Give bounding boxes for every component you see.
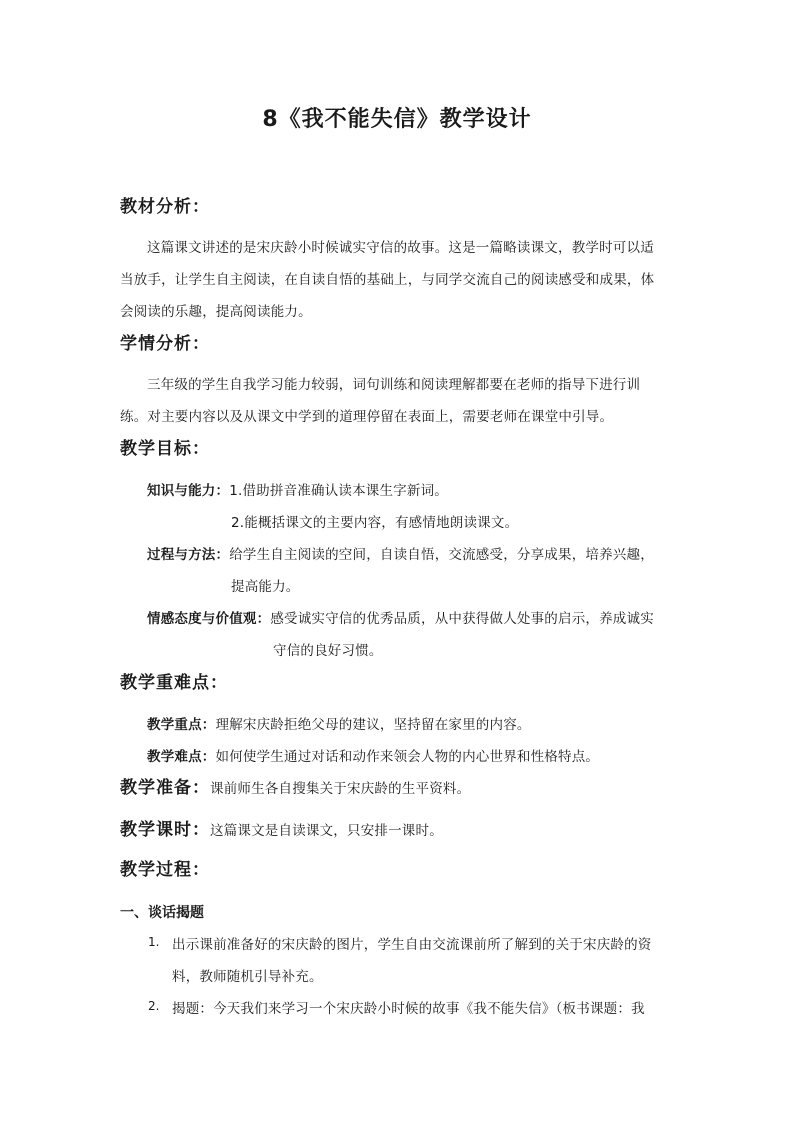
hours-text: 这篇课文是自读课文，只安排一课时。 xyxy=(210,823,443,839)
section-heading-process: 教学过程： xyxy=(120,860,210,880)
difficulty-row xyxy=(147,745,599,765)
goal-emotion-2: 守信的良好习惯。 xyxy=(273,643,383,659)
material-line-1: 这篇课文讲述的是宋庆龄小时候诚实守信的故事。这是一篇略读课文，教学时可以适 xyxy=(147,240,654,256)
section-heading-hours: 教学课时： xyxy=(120,820,210,840)
goal-knowledge-label: 知识与能力： xyxy=(147,483,230,499)
material-line-2: 当放手，让学生自主阅读，在自读自悟的基础上，与同学交流自己的阅读感受和成果，体 xyxy=(120,272,655,288)
difficulty-label: 教学难点： xyxy=(147,749,216,765)
material-line-3: 会阅读的乐趣，提高阅读能力。 xyxy=(120,304,312,320)
students-line-1: 三年级的学生自我学习能力较弱，词句训练和阅读理解都要在老师的指导下进行训 xyxy=(147,377,641,393)
hours-row xyxy=(120,815,443,840)
goal-emotion-label: 情感态度与价值观： xyxy=(147,611,271,627)
difficulty-text: 如何使学生通过对话和动作来领会人物的内心世界和性格特点。 xyxy=(215,749,600,765)
prep-text: 课前师生各自搜集关于宋庆龄的生平资料。 xyxy=(210,781,471,797)
prep-row xyxy=(120,773,470,798)
goal-process-1: 给学生自主阅读的空间，自读自悟，交流感受，分享成果，培养兴趣， xyxy=(229,547,654,563)
section-heading-goals: 教学目标： xyxy=(120,439,210,459)
process-item-1-line-1: 出示课前准备好的宋庆龄的图片，学生自由交流课前所了解到的关于宋庆龄的资 xyxy=(172,937,652,953)
document-title: 8《我不能失信》教学设计 xyxy=(262,107,532,132)
process-step-title: 一、谈话揭题 xyxy=(120,905,204,921)
keypoint-row xyxy=(147,713,531,733)
process-item-2-number: 2. xyxy=(148,999,160,1013)
process-item-1-number: 1. xyxy=(148,935,160,949)
goal-process-label: 过程与方法： xyxy=(147,547,230,563)
goal-process-row xyxy=(147,543,654,563)
section-heading-material: 教材分析： xyxy=(120,197,210,217)
section-heading-students: 学情分析： xyxy=(120,334,210,354)
section-heading-prep: 教学准备： xyxy=(120,778,210,798)
section-heading-keypoints: 教学重难点： xyxy=(120,673,228,693)
goal-knowledge-row xyxy=(147,479,448,499)
goal-emotion-row xyxy=(147,607,654,627)
goal-process-2: 提高能力。 xyxy=(231,579,300,595)
process-item-1-line-2: 料，教师随机引导补充。 xyxy=(172,969,323,985)
goal-knowledge-1: 1.借助拼音准确认读本课生字新词。 xyxy=(229,483,448,499)
process-item-2-line-1: 揭题：今天我们来学习一个宋庆龄小时候的故事《我不能失信》（板书课题：我 xyxy=(172,1001,645,1017)
students-line-2: 练。对主要内容以及从课文中学到的道理停留在表面上，需要老师在课堂中引导。 xyxy=(120,409,614,425)
goal-knowledge-2: 2.能概括课文的主要内容，有感情地朗读课文。 xyxy=(231,515,519,531)
keypoint-label: 教学重点： xyxy=(147,717,216,733)
goal-emotion-1: 感受诚实守信的优秀品质，从中获得做人处事的启示，养成诚实 xyxy=(270,611,654,627)
keypoint-text: 理解宋庆龄拒绝父母的建议，坚持留在家里的内容。 xyxy=(215,717,531,733)
